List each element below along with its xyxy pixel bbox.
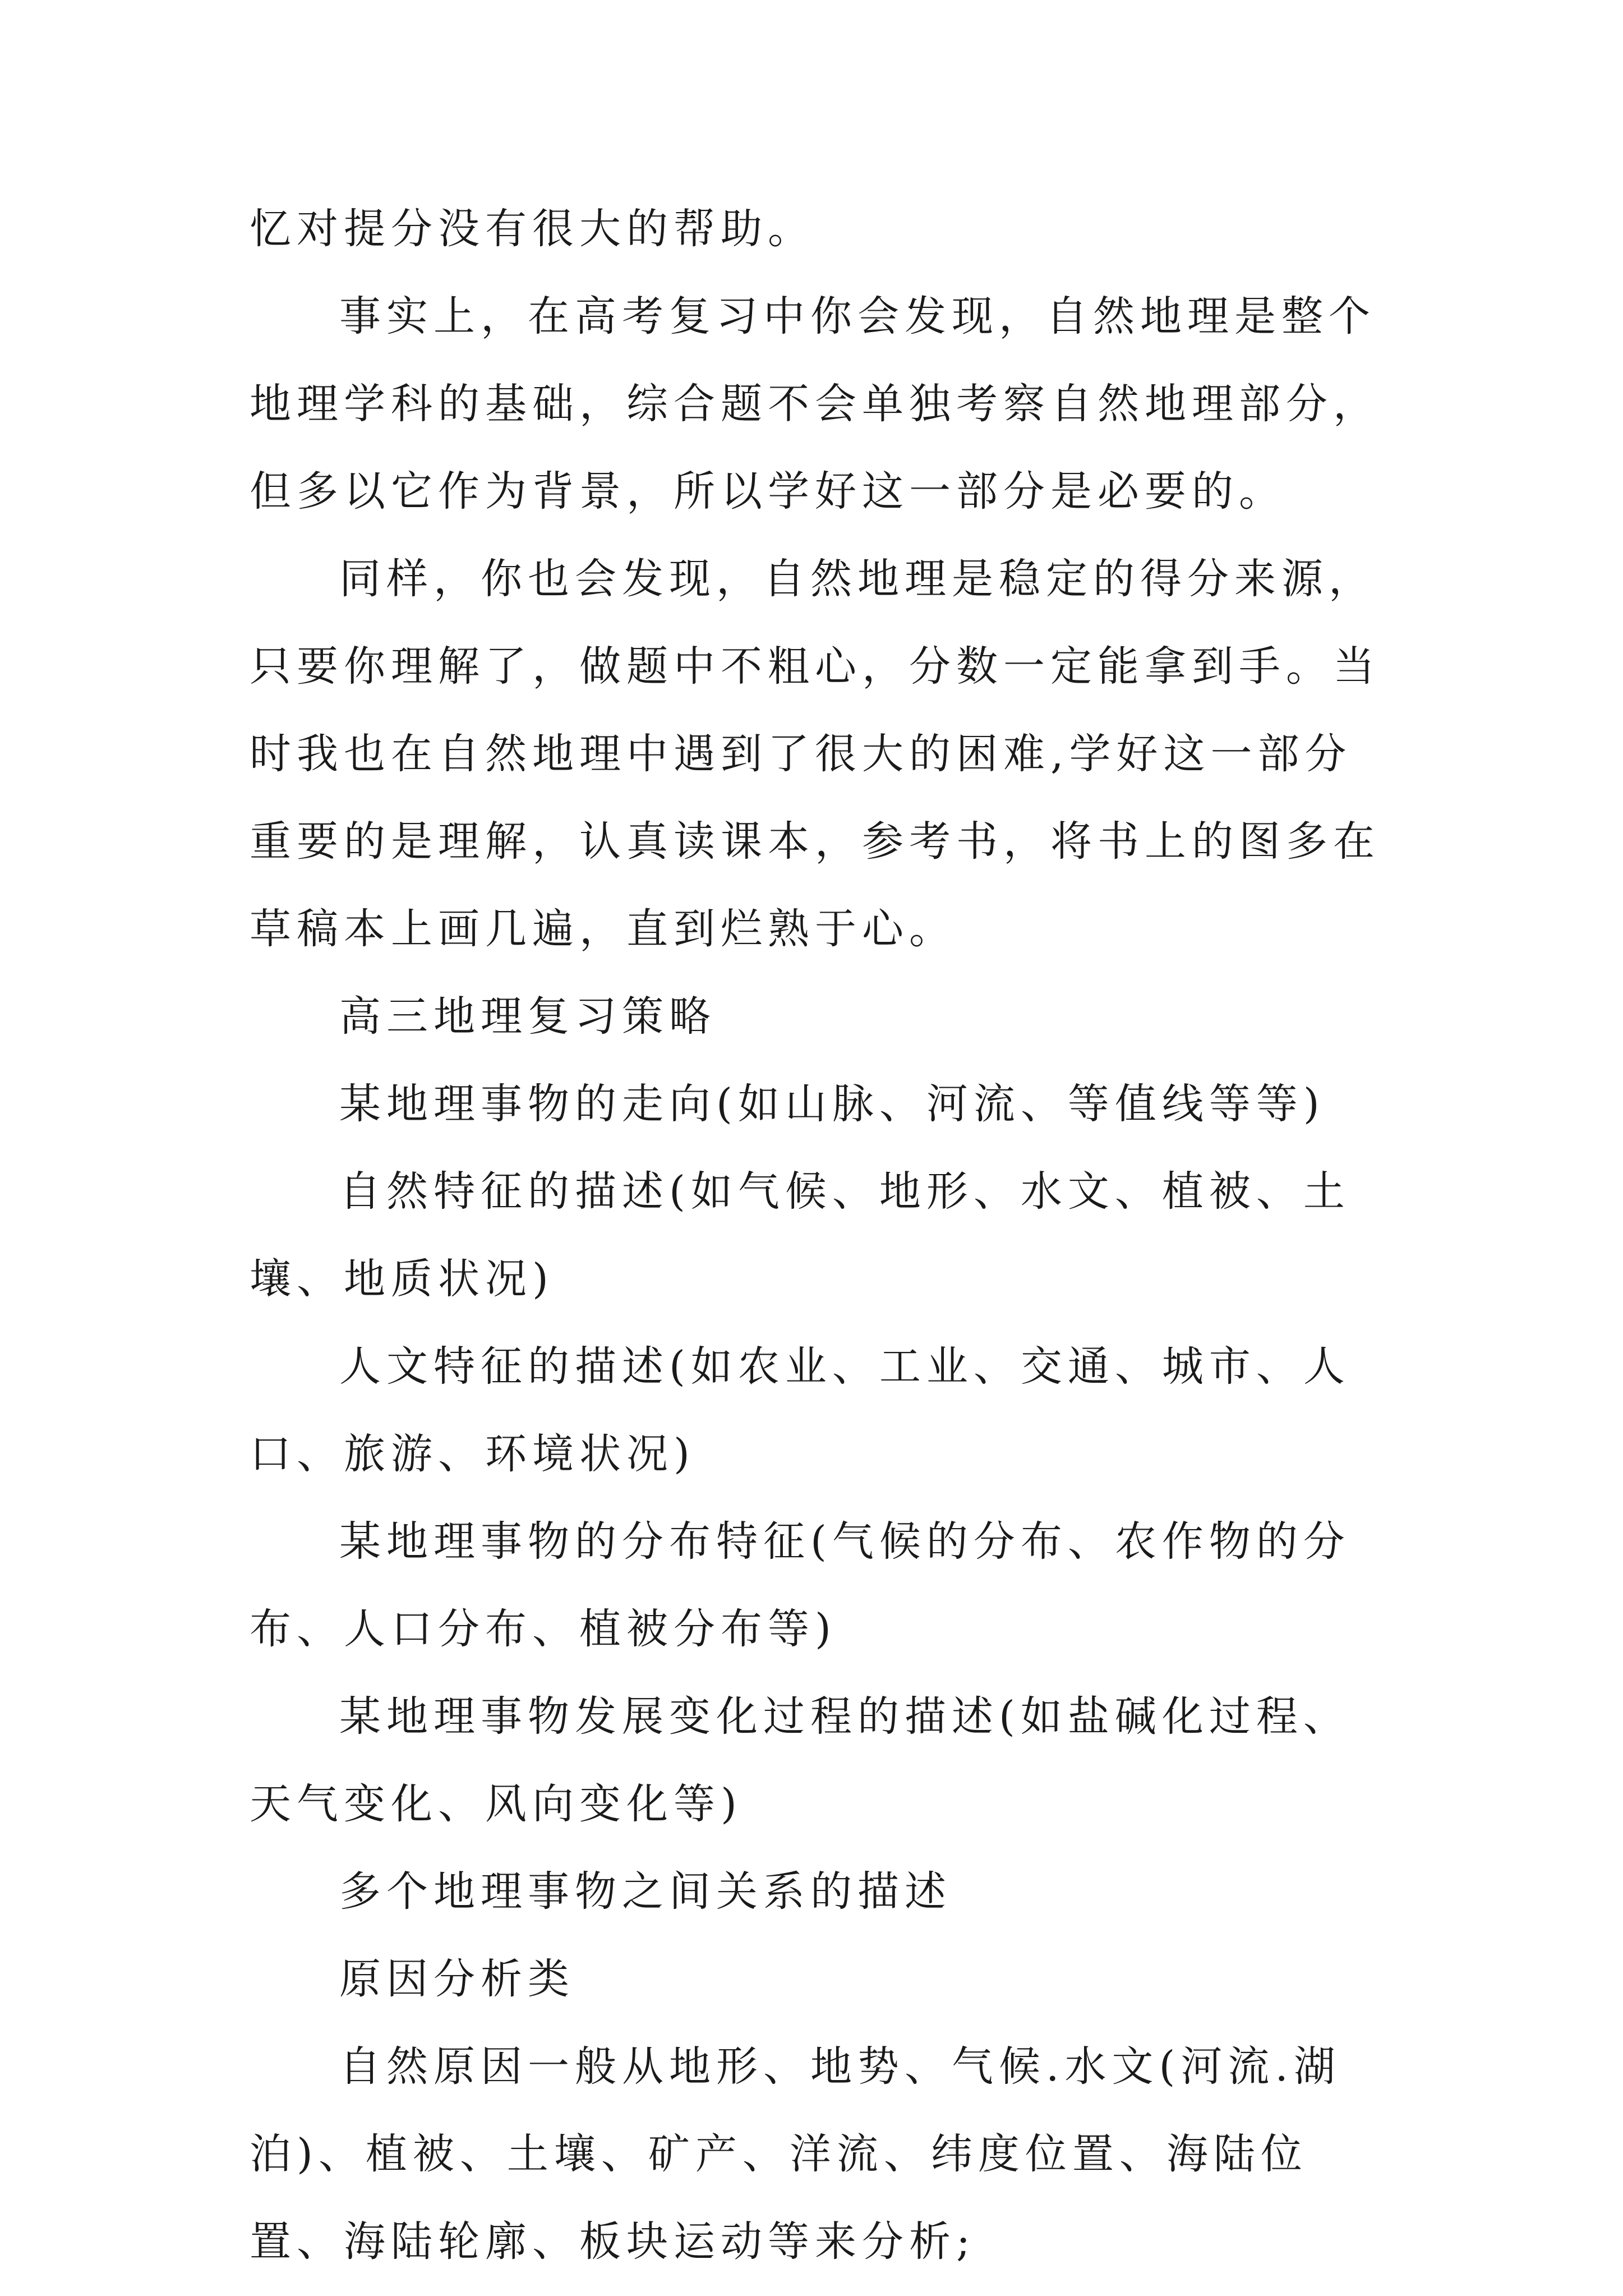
paragraph-5: 某地理事物的走向(如山脉、河流、等值线等等): [339, 1080, 1325, 1128]
document-body: [250, 185, 1394, 2285]
paragraph-7: 人文特征的描述(如农业、工业、交通、城市、人口、旅游、环境状况): [250, 1342, 1350, 1478]
paragraph-10: 多个地理事物之间关系的描述: [339, 1867, 952, 1916]
paragraph-8: 某地理事物的分布特征(气候的分布、农作物的分布、人口分布、植被分布等): [250, 1517, 1350, 1653]
paragraph-12: 自然原因一般从地形、地势、气候.水文(河流.湖泊)、植被、土壤、矿产、洋流、纬度位置、海陆位置、海陆轮廓、板块运动等来分析;: [250, 2042, 1341, 2266]
paragraph-11: 原因分析类: [339, 1955, 575, 2003]
paragraph-1: 忆对提分没有很大的帮助。: [250, 205, 815, 253]
paragraph-3: 同样，你也会发现，自然地理是稳定的得分来源，只要你理解了，做题中不粗心，分数一定能拿到手。当时我也在自然地理中遇到了很大的困难,学好这一部分重要的是理解，认真读课本，参考书，将书上的图多在草稿本上画几遍，直到烂熟于心。: [250, 555, 1380, 953]
paragraph-9: 某地理事物发展变化过程的描述(如盐碱化过程、天气变化、风向变化等): [250, 1692, 1350, 1828]
paragraph-6: 自然特征的描述(如气候、地形、水文、植被、土壤、地质状况): [250, 1167, 1350, 1303]
paragraph-2: 事实上，在高考复习中你会发现，自然地理是整个地理学科的基础，综合题不会单独考察自然地理部分，但多以它作为背景，所以学好这一部分是必要的。: [250, 292, 1380, 516]
section-heading: 高三地理复习策略: [339, 992, 716, 1041]
